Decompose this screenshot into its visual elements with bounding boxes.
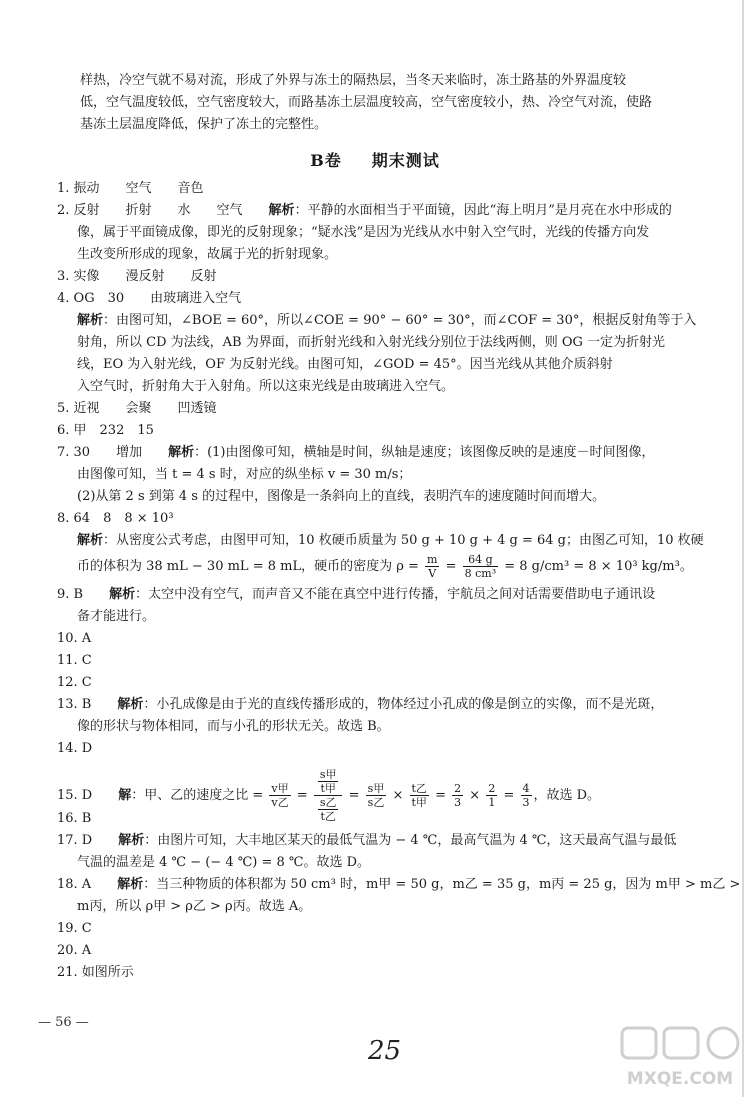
fraction-denominator: 3 xyxy=(522,796,530,809)
answer-text: 3. 实像 漫反射 反射 xyxy=(57,269,217,284)
answer-text: 10. A xyxy=(57,631,92,646)
answer-12 xyxy=(57,672,747,694)
intro-line: 基冻土层温度降低，保护了冻土的完整性。 xyxy=(80,117,328,132)
speed-ratio-fraction xyxy=(269,782,290,809)
fraction-numerator: t乙 xyxy=(411,782,427,795)
answer-text: ：由图片可知，大丰地区某天的最低气温为 − 4 ℃，最高气温为 4 ℃，这天最高气温与最低 xyxy=(144,833,677,848)
answer-4 xyxy=(57,288,747,398)
fraction-denominator: 1 xyxy=(488,796,496,809)
answer-text: 2. 反射 折射 水 空气 xyxy=(57,203,269,218)
answer-7 xyxy=(57,442,747,508)
compound-numerator xyxy=(314,768,343,796)
analysis-label: 解析 xyxy=(77,533,104,548)
answer-text: m丙，所以 ρ甲 > ρ乙 > ρ丙。故选 A。 xyxy=(77,899,312,914)
equals-sign: = xyxy=(503,788,515,803)
answer-text: 16. B xyxy=(57,811,92,826)
answer-text: 像的形状与物体相同，而与小孔的形状无关。故选 B。 xyxy=(77,719,390,734)
fraction-denominator: t乙 xyxy=(320,810,336,823)
answer-text: 生改变所形成的现象，故属于光的折射现象。 xyxy=(77,247,338,262)
section-part: B卷 xyxy=(310,151,342,170)
fraction-m-over-v xyxy=(425,553,439,580)
equals-sign: = xyxy=(296,788,308,803)
answer-8 xyxy=(57,508,747,582)
answer-text: 1. 振动 空气 音色 xyxy=(57,181,204,196)
answer-text: (2)从第 2 s 到第 4 s 的过程中，图像是一条斜向上的直线，表明汽车的速度随时间而增大。 xyxy=(77,489,606,504)
fraction-mass-over-volume xyxy=(463,553,499,580)
answer-text: ：平静的水面相当于平面镜，因此“海上明月”是月亮在水中形成的 xyxy=(294,203,672,218)
answer-14 xyxy=(57,738,747,760)
watermark-text: MXQE.COM xyxy=(626,1069,734,1089)
answer-text: 9. B xyxy=(57,587,110,602)
times-sign: × xyxy=(392,788,404,803)
s-ratio-fraction xyxy=(366,782,387,809)
answer-text: ：小孔成像是由于光的直线传播形成的，物体经过小孔成的像是倒立的实像，而不是光斑， xyxy=(143,697,664,712)
handwritten-mark: 25 xyxy=(368,1036,402,1066)
answer-text: 5. 近视 会聚 凹透镜 xyxy=(57,401,217,416)
fraction-denominator: t甲 xyxy=(411,796,427,809)
answer-text: ：从密度公式考虑，由图甲可知，10 枚硬币质量为 50 g + 10 g + 4 g = 64 g；由图乙可知，10 枚硬 xyxy=(103,533,704,548)
answer-text: 币的体积为 38 mL − 30 mL = 8 mL，硬币的密度为 ρ = xyxy=(77,559,424,574)
intro-paragraph xyxy=(80,70,745,136)
answer-text: 19. C xyxy=(57,921,92,936)
fraction-numerator: 2 xyxy=(454,782,462,795)
analysis-label: 解析 xyxy=(117,697,144,712)
answer-text: 17. D xyxy=(57,833,119,848)
analysis-label: 解析 xyxy=(168,445,195,460)
analysis-label: 解析 xyxy=(118,833,145,848)
answer-text: 13. B xyxy=(57,697,118,712)
answer-text: 18. A xyxy=(57,877,118,892)
answer-text: 气温的温差是 4 ℃ − (− 4 ℃) = 8 ℃。故选 D。 xyxy=(77,855,371,870)
answer-9 xyxy=(57,584,747,628)
answer-text: 7. 30 增加 xyxy=(57,445,169,460)
answer-17 xyxy=(57,830,747,874)
answer-text: = 8 g/cm³ = 8 × 10³ kg/m³。 xyxy=(500,559,693,574)
fraction-numerator: s乙 xyxy=(319,796,337,809)
analysis-label: 解析 xyxy=(268,203,295,218)
answer-text: ：当三种物质的体积都为 50 cm³ 时，m甲 = 50 g，m乙 = 35 g，m丙 = 25 g，因为 m甲 > m乙 > xyxy=(143,877,741,892)
answer-text: 由图像可知，当 t = 4 s 时，对应的纵坐标 v = 30 m/s； xyxy=(77,467,412,482)
answer-text: 像，属于平面镜成像，即光的反射现象；“疑水浅”是因为光线从水中射入空气时，光线的传播方向发 xyxy=(77,225,650,240)
watermark-mark-icon xyxy=(622,1028,738,1058)
answer-text: ：由图可知，∠BOE = 60°，所以∠COE = 90° − 60° = 30°，而∠COF = 30°，根据反射角等于入 xyxy=(103,313,697,328)
answer-6 xyxy=(57,420,747,442)
fraction-numerator: 4 xyxy=(522,782,530,795)
answer-text: 6. 甲 232 15 xyxy=(57,423,154,438)
answer-text: 4. OG 30 由玻璃进入空气 xyxy=(57,291,242,306)
equals-sign: = xyxy=(435,788,446,803)
answer-text: 21. 如图所示 xyxy=(57,965,134,980)
answer-11 xyxy=(57,650,747,672)
fraction-numerator: 2 xyxy=(488,782,496,795)
fraction-numerator: m xyxy=(427,553,438,566)
answer-text: 线，EO 为入射光线，OF 为反射光线。由图可知，∠GOD = 45°。因当光线从其他介质斜射 xyxy=(77,357,613,372)
intro-line: 样热，冷空气就不易对流，形成了外界与冻土的隔热层，当冬天来临时，冻土路基的外界温度较 xyxy=(80,73,627,88)
answer-10 xyxy=(57,628,747,650)
fraction-denominator: 8 cm³ xyxy=(464,567,497,580)
answer-text: 14. D xyxy=(57,741,93,756)
times-sign: × xyxy=(469,788,481,803)
answer-3 xyxy=(57,266,747,288)
answer-text: ：太空中没有空气，而声音又不能在真空中进行传播，宇航员之间对话需要借助电子通讯设 xyxy=(135,587,656,602)
fraction-numerator: s甲 xyxy=(319,768,337,781)
fraction-numerator: s甲 xyxy=(367,782,385,795)
answer-18 xyxy=(57,874,747,918)
answer-text: 15. D xyxy=(57,788,119,803)
answer-text: ：甲、乙的速度之比 = xyxy=(131,788,268,803)
answer-text: ，故选 D。 xyxy=(533,788,601,803)
answer-text: ：(1)由图像可知，横轴是时间，纵轴是速度；该图像反映的是速度－时间图像， xyxy=(194,445,655,460)
fraction-denominator: v乙 xyxy=(271,796,289,809)
equals-sign: = xyxy=(348,788,360,803)
page-number: — 56 — xyxy=(38,1015,89,1030)
analysis-label: 解析 xyxy=(109,587,136,602)
analysis-label: 解析 xyxy=(117,877,144,892)
answer-21 xyxy=(57,962,747,984)
answer-text: 备才能进行。 xyxy=(77,609,156,624)
intro-line: 低，空气温度较低，空气密度较大，而路基冻土层温度较高，空气密度较小，热、冷空气对流，使路 xyxy=(80,95,653,110)
fraction-denominator: V xyxy=(428,567,437,580)
answer-text: 11. C xyxy=(57,653,92,668)
answer-text: 入空气时，折射角大于入射角。所以这束光线是由玻璃进入空气。 xyxy=(77,379,455,394)
answer-text: 射角，所以 CD 为法线，AB 为界面，而折射光线和入射光线分别位于法线两侧，则 OG 一定为折射光 xyxy=(77,335,666,350)
t-ratio-fraction xyxy=(410,782,429,809)
analysis-label: 解 xyxy=(118,788,132,803)
equals-sign: = xyxy=(441,559,461,574)
number-fraction xyxy=(452,782,463,809)
answer-16 xyxy=(57,808,747,830)
section-title: 期末测试 xyxy=(371,151,440,170)
watermark-logo xyxy=(612,1022,748,1092)
number-fraction xyxy=(521,782,532,809)
answer-text: 8. 64 8 8 × 10³ xyxy=(57,511,174,526)
fraction-denominator: 3 xyxy=(454,796,462,809)
answer-20 xyxy=(57,940,747,962)
fraction-numerator: v甲 xyxy=(271,782,289,795)
inner-fraction xyxy=(318,768,339,795)
answer-19 xyxy=(57,918,747,940)
answer-1 xyxy=(57,178,747,200)
fraction-denominator: t甲 xyxy=(320,782,336,795)
answer-13 xyxy=(57,694,747,738)
number-fraction xyxy=(486,782,497,809)
fraction-numerator: 64 g xyxy=(463,553,499,567)
answer-2 xyxy=(57,200,747,266)
answer-text: 20. A xyxy=(57,943,92,958)
fraction-denominator: s乙 xyxy=(367,796,385,809)
analysis-label: 解析 xyxy=(77,313,104,328)
section-heading xyxy=(0,148,750,171)
answer-text: 12. C xyxy=(57,675,92,690)
answer-5 xyxy=(57,398,747,420)
